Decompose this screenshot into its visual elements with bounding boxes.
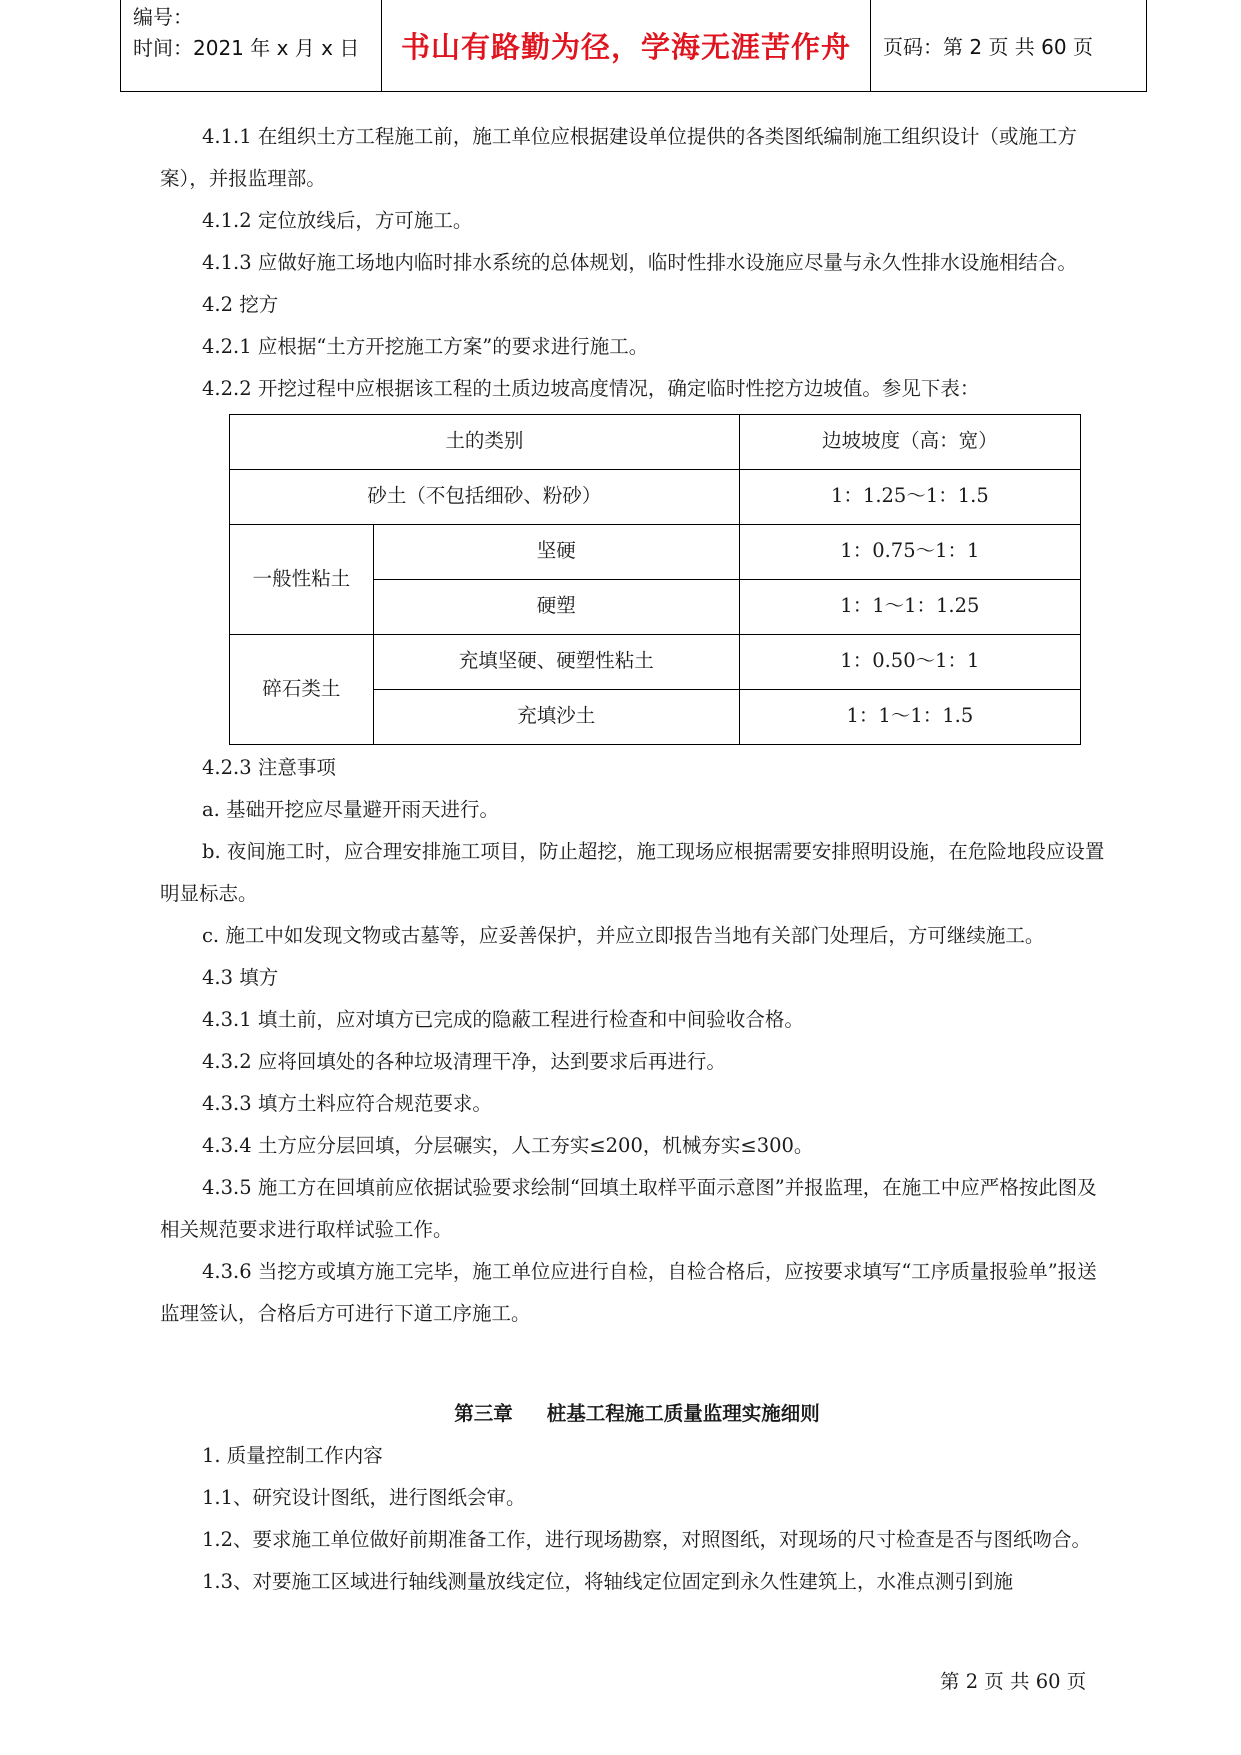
paragraph: 4.3.5 施工方在回填前应依据试验要求绘制“回填土取样平面示意图”并报监理，在施工中应严格按此图及相关规范要求进行取样试验工作。	[160, 1176, 1097, 1241]
table-cell: 充填坚硬、硬塑性粘土	[373, 635, 739, 690]
chapter-heading	[160, 1393, 1114, 1435]
table-cell: 硬塑	[373, 580, 739, 635]
table-group-cell: 一般性粘土	[230, 525, 374, 635]
table-group-cell: 碎石类土	[230, 635, 374, 745]
paragraph: 1.1、研究设计图纸，进行图纸会审。	[202, 1486, 526, 1509]
table-cell: 1：1～1：1.5	[739, 690, 1080, 745]
slope-table	[229, 414, 1081, 745]
table-header-cell: 边坡坡度（高：宽）	[739, 415, 1080, 470]
table-cell: 1：1.25～1：1.5	[739, 470, 1080, 525]
paragraph: 4.1.3 应做好施工场地内临时排水系统的总体规划，临时性排水设施应尽量与永久性排水设施相结合。	[202, 251, 1077, 274]
table-cell: 1：1～1：1.25	[739, 580, 1080, 635]
table-row	[230, 470, 1081, 525]
paragraph: 4.1.2 定位放线后，方可施工。	[202, 209, 473, 232]
paragraph: 4.2.3 注意事项	[202, 756, 336, 779]
time-label: 时间：2021 年 x 月 x 日	[133, 36, 360, 60]
table-cell: 砂土（不包括细砂、粉砂）	[230, 470, 740, 525]
paragraph: 4.3.4 土方应分层回填，分层碾实，人工夯实≤200，机械夯实≤300。	[202, 1134, 814, 1157]
header-motto: 书山有路勤为径，学海无涯苦作舟	[382, 0, 871, 91]
section-heading: 1. 质量控制工作内容	[202, 1444, 383, 1467]
table-row	[230, 635, 1081, 690]
paragraph: 4.3.3 填方土料应符合规范要求。	[202, 1092, 492, 1115]
paragraph: 4.3.6 当挖方或填方施工完毕，施工单位应进行自检，自检合格后，应按要求填写“工序质量报验单”报送监理签认，合格后方可进行下道工序施工。	[160, 1260, 1097, 1325]
table-cell: 1：0.75～1：1	[739, 525, 1080, 580]
page-footer: 第 2 页 共 60 页	[940, 1670, 1087, 1693]
table-cell: 坚硬	[373, 525, 739, 580]
spacer	[160, 1335, 1114, 1393]
serial-label: 编号：	[133, 5, 193, 29]
header-meta	[121, 0, 382, 91]
paragraph: 4.3.1 填土前，应对填方已完成的隐蔽工程进行检查和中间验收合格。	[202, 1008, 804, 1031]
chapter-number: 第三章	[454, 1402, 513, 1425]
page-header	[120, 0, 1147, 92]
chapter-title: 桩基工程施工质量监理实施细则	[546, 1402, 820, 1425]
table-cell: 1：0.50～1：1	[739, 635, 1080, 690]
paragraph: 4.2.1 应根据“土方开挖施工方案”的要求进行施工。	[202, 335, 649, 358]
paragraph: 4.2.2 开挖过程中应根据该工程的土质边坡高度情况，确定临时性挖方边坡值。参见下表：	[202, 377, 980, 400]
paragraph: 1.3、对要施工区域进行轴线测量放线定位，将轴线定位固定到永久性建筑上，水准点测引到施	[202, 1570, 1014, 1593]
header-page-number: 页码：第 2 页 共 60 页	[883, 35, 1093, 59]
section-heading: 4.3 填方	[202, 966, 279, 989]
paragraph: 4.3.2 应将回填处的各种垃圾清理干净，达到要求后再进行。	[202, 1050, 726, 1073]
section-heading: 4.2 挖方	[202, 293, 279, 316]
paragraph: 1.2、要求施工单位做好前期准备工作，进行现场勘察，对照图纸，对现场的尺寸检查是否与图纸吻合。	[202, 1528, 1092, 1551]
table-row	[230, 525, 1081, 580]
document-body	[160, 116, 1114, 1603]
table-header-row	[230, 415, 1081, 470]
paragraph: 4.1.1 在组织土方工程施工前，施工单位应根据建设单位提供的各类图纸编制施工组织设计（或施工方案），并报监理部。	[160, 125, 1077, 190]
paragraph: b. 夜间施工时，应合理安排施工项目，防止超挖，施工现场应根据需要安排照明设施，在危险地段应设置明显标志。	[160, 840, 1105, 905]
paragraph: a. 基础开挖应尽量避开雨天进行。	[202, 798, 500, 821]
table-cell: 充填沙土	[373, 690, 739, 745]
table-header-cell: 土的类别	[230, 415, 740, 470]
paragraph: c. 施工中如发现文物或古墓等，应妥善保护，并应立即报告当地有关部门处理后，方可继续施工。	[202, 924, 1045, 947]
